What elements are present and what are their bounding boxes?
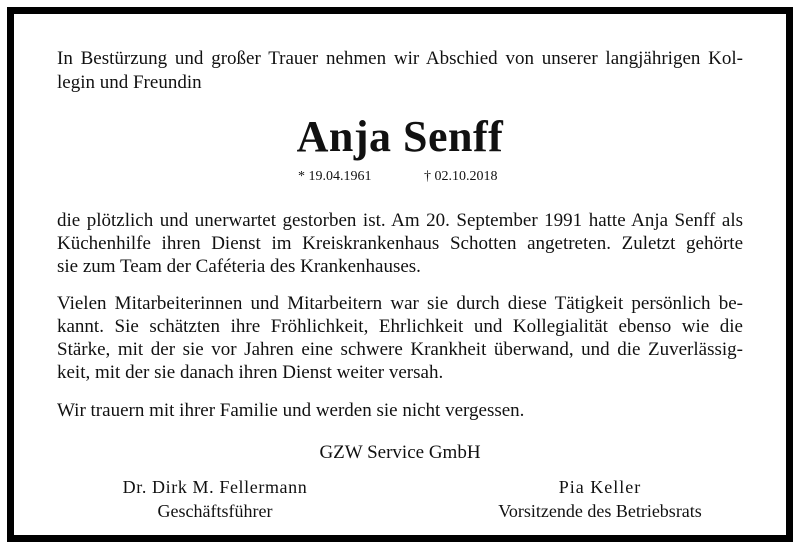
obituary-notice [7, 7, 793, 542]
intro-line-2: legin und Freundin [57, 72, 202, 93]
signatory-role-2: Vorsitzende des Betriebsrats [498, 501, 702, 521]
obituary-content [57, 14, 743, 535]
death-date: † 02.10.2018 [424, 169, 498, 184]
paragraph2-line-2: kannt. Sie schätzten ihre Fröhlichkeit, Ehrlichkeit und Kollegialität ebenso wie die [57, 316, 743, 337]
signatory-role-1: Geschäftsführer [157, 501, 273, 521]
paragraph1-line-1: die plötzlich und unerwartet gestorben ist. Am 20. September 1991 hatte Anja Senff als [57, 210, 743, 231]
paragraph2-line-4: keit, mit der sie danach ihren Dienst weiter versah. [57, 362, 444, 383]
signatory-name-1: Dr. Dirk M. Fellermann [122, 477, 308, 497]
paragraph1-line-2: Küchenhilfe ihren Dienst im Kreiskrankenhaus Schotten angetreten. Zuletzt gehörte [57, 233, 743, 254]
deceased-name: Anja Senff [296, 112, 504, 161]
paragraph2-line-1: Vielen Mitarbeiterinnen und Mitarbeitern war sie durch diese Tätigkeit persönlich be- [57, 293, 743, 314]
closing-line: Wir trauern mit ihrer Familie und werden sie nicht vergessen. [57, 400, 525, 421]
signatory-name-2: Pia Keller [558, 477, 642, 497]
birth-date: * 19.04.1961 [298, 169, 372, 184]
company-name: GZW Service GmbH [319, 442, 481, 463]
intro-line-1: In Bestürzung und großer Trauer nehmen wir Abschied von unserer langjährigen Kol- [57, 48, 743, 69]
paragraph1-line-3: sie zum Team der Caféteria des Krankenhauses. [57, 256, 421, 277]
paragraph2-line-3: Stärke, mit der sie vor Jahren eine schwere Krankheit überwand, und die Zuverlässig- [57, 339, 743, 360]
